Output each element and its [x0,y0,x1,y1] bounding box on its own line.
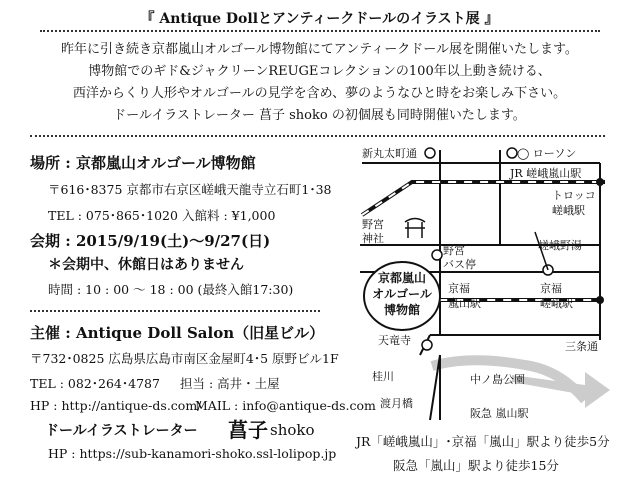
illustrator-roman: shoko [270,421,315,439]
organizer-address: 〒732･0825 広島県広島市南区金屋町4･5 原野ビル1F [30,351,339,366]
intro-line-2: 博物館でのギド&ジャクリーンREUGEコレクションの100年以上動き続ける、 [88,64,551,79]
organizer-contact: 担当 : 高井・土屋 [180,376,280,391]
page-title: 『 Antique Dollとアンティークドールのイラスト展 』 [140,11,499,27]
organizer-mail: MAIL : info@antique-ds.com [195,398,376,413]
shrine-icon [405,219,425,239]
label-lawson: ◯ ローソン [517,147,577,160]
label-keifuku-saga-2: 嵯峨駅 [540,297,573,310]
organizer-hp: HP : http://antique-ds.com/ [30,398,202,413]
label-shinmarutamachi: 新丸太町通 [362,147,417,160]
label-saganoyu: 嵯峨野湯 [538,239,582,252]
label-nonomiya-bus-2: バス停 [443,258,476,271]
period-hours: 時間 : 10 : 00 〜 18 : 00 (最終入館17:30) [48,282,294,297]
label-hankyu: 阪急 嵐山駅 [470,407,529,420]
label-torokko-2: 嵯峨駅 [552,204,585,217]
illustrator-name: 菖子 [228,418,268,442]
venue-label: 場所 : 京都嵐山オルゴール博物館 [30,154,256,172]
keifuku-saga-marker [596,296,604,304]
intro-line-4: ドールイラストレーター 菖子 shoko の初個展も同時開催いたします。 [113,108,526,123]
label-museum-1: 京都嵐山 [377,271,427,285]
label-keifuku-arashiyama-1: 京福 [448,282,470,295]
access-line-2: 阪急「嵐山」駅より徒歩15分 [393,458,559,473]
label-tenryuji: 天竜寺 [378,334,411,347]
label-keifuku-arashiyama-2: 嵐山駅 [448,297,481,310]
intro-line-1: 昨年に引き続き京都嵐山オルゴール博物館にてアンティークドール展を開催いたします。 [61,42,578,57]
period-note: ＊会期中、休館日はありません [48,257,244,273]
organizer-label: 主催 : Antique Doll Salon（旧星ビル） [30,324,325,342]
venue-address: 〒616･8375 京都市右京区嵯峨天龍寺立石町1･38 [48,182,332,197]
label-katsuragawa: 桂川 [372,370,394,383]
label-nakanoshima: 中ノ島公園 [470,373,525,386]
period-label: 会期 : 2015/9/19(土)〜9/27(日) [30,232,271,250]
bus-stop-marker [432,250,442,260]
label-museum-2: オルゴール [372,287,432,301]
label-keifuku-saga-1: 京福 [540,282,562,295]
access-line-1: JR「嵯峨嵐山」･京福「嵐山」駅より徒歩5分 [356,434,610,449]
illustrator-label: ドールイラストレーター [45,423,198,439]
label-sanjo: 三条通 [565,340,598,353]
jr-station-marker [596,178,604,186]
venue-fee: 入館料 : ¥1,000 [182,208,276,223]
illustrator-hp: HP : https://sub-kanamori-shoko.ssl-lolipop.jp [48,446,337,461]
tenryuji-marker [422,340,432,350]
label-torokko-1: トロッコ [552,189,596,202]
label-nonomiya-shrine-2: 神社 [362,232,384,245]
label-nonomiya-bus-1: 野宮 [443,244,465,257]
label-nonomiya-shrine-1: 野宮 [362,218,384,231]
intro-line-3: 西洋からくり人形やオルゴールの見学を含め、夢のようなひと時をお楽しみ下さい。 [72,86,567,101]
label-togetsukyo: 渡月橋 [380,397,413,410]
lawson-marker [425,148,435,158]
label-jr-station: JR 嵯峨嵐山駅 [510,167,582,180]
venue-tel: TEL : 075･865･1020 [48,208,178,223]
organizer-tel: TEL : 082･264･4787 [30,376,160,391]
label-museum-3: 博物館 [383,303,421,317]
